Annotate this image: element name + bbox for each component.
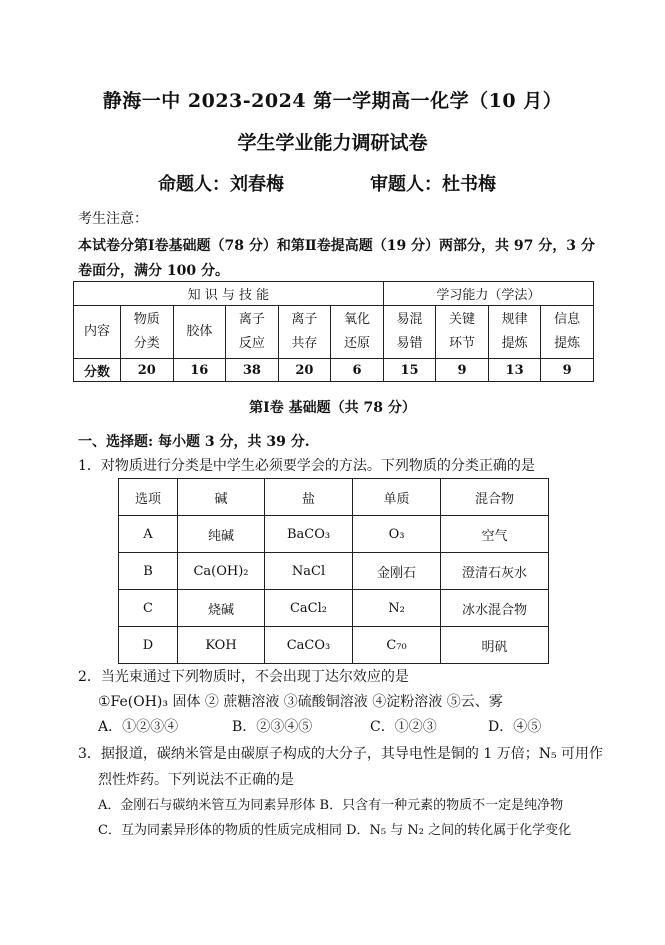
score-cell: 15	[383, 359, 436, 382]
q3-stem-line2: 烈性炸药。下列说法不正确的是	[98, 772, 294, 788]
q2-option-c: C．①②③	[370, 719, 437, 735]
col-head: 离子 反应	[226, 306, 279, 359]
score-cell: 9	[541, 359, 594, 382]
content-label: 内容	[74, 306, 121, 359]
group-ability: 学习能力（学法）	[383, 282, 593, 306]
q2-stem: 2．当光束通过下列物质时，不会出现丁达尔效应的是	[78, 669, 409, 685]
score-cell: 20	[278, 359, 331, 382]
score-cell: 13	[488, 359, 541, 382]
table-cell: B	[119, 553, 178, 590]
score-row	[74, 359, 594, 382]
reviewer-label: 审题人：杜书梅	[370, 174, 496, 195]
table-cell: CaCl₂	[265, 590, 353, 627]
group-knowledge: 知 识 与 技 能	[74, 282, 384, 306]
col-head: 氧化 还原	[331, 306, 384, 359]
score-cell: 9	[436, 359, 489, 382]
score-cell: 6	[331, 359, 384, 382]
table-cell: 明矾	[441, 627, 549, 664]
table-cell: KOH	[178, 627, 265, 664]
col-head: 物质 分类	[121, 306, 174, 359]
section-title: 第Ⅰ卷 基础题（共 78 分）	[249, 400, 416, 416]
exam-title: 静海一中 2023-2024 第一学期高一化学（10 月）	[102, 90, 563, 112]
table-row	[119, 516, 549, 553]
table-header: 选项	[119, 479, 178, 516]
table-cell: A	[119, 516, 178, 553]
table-row	[119, 627, 549, 664]
table-cell: CaCO₃	[265, 627, 353, 664]
q1-options-table	[118, 478, 549, 664]
part-heading: 一、选择题: 每小题 3 分，共 39 分.	[78, 434, 310, 450]
table-cell: 纯碱	[178, 516, 265, 553]
table-cell: C	[119, 590, 178, 627]
content-row	[74, 306, 594, 359]
table-cell: N₂	[353, 590, 441, 627]
table-cell: NaCl	[265, 553, 353, 590]
q3-options-cd: C．互为同素异形体的物质的性质完成相同 D．N₅ 与 N₂ 之间的转化属于化学变化	[98, 823, 572, 838]
exam-subtitle: 学生学业能力调研试卷	[237, 132, 428, 154]
q2-items: ①Fe(OH)₃ 固体 ② 蔗糖溶液 ③硫酸铜溶液 ④淀粉溶液 ⑤云、雾	[98, 694, 503, 710]
col-head: 胶体	[173, 306, 226, 359]
table-cell: 金刚石	[353, 553, 441, 590]
q3-stem-line1: 3．据报道，碳纳米管是由碳原子构成的大分子，其导电性是铜的 1 万倍；N₅ 可用作	[78, 746, 604, 762]
col-head: 信息 提炼	[541, 306, 594, 359]
col-head: 关键 环节	[436, 306, 489, 359]
score-cell: 38	[226, 359, 279, 382]
q1-stem: 1．对物质进行分类是中学生必须要学会的方法。下列物质的分类正确的是	[78, 458, 535, 474]
q3-options-ab: A．金刚石与碳纳米管互为同素异形体 B．只含有一种元素的物质不一定是纯净物	[98, 798, 564, 813]
table-cell: BaCO₃	[265, 516, 353, 553]
col-head: 规律 提炼	[488, 306, 541, 359]
table-cell: C₇₀	[353, 627, 441, 664]
col-head: 离子 共存	[278, 306, 331, 359]
table-header: 混合物	[441, 479, 549, 516]
score-cell: 16	[173, 359, 226, 382]
q2-option-b: B．②③④⑤	[232, 719, 313, 735]
table-header: 盐	[265, 479, 353, 516]
table-cell: 空气	[441, 516, 549, 553]
table-header: 单质	[353, 479, 441, 516]
table-cell: O₃	[353, 516, 441, 553]
table-cell: Ca(OH)₂	[178, 553, 265, 590]
score-label: 分数	[74, 359, 121, 382]
q2-option-d: D．④⑤	[488, 719, 542, 735]
table-row	[119, 590, 549, 627]
q2-option-a: A．①②③④	[98, 719, 179, 735]
authors-line	[158, 170, 496, 196]
table-cell: 澄清石灰水	[441, 553, 549, 590]
table-cell: D	[119, 627, 178, 664]
table-header-row	[119, 479, 549, 516]
notice-heading: 考生注意：	[78, 211, 148, 227]
table-row	[119, 553, 549, 590]
table-cell: 烧碱	[178, 590, 265, 627]
col-head: 易混 易错	[383, 306, 436, 359]
score-cell: 20	[121, 359, 174, 382]
score-distribution-table	[73, 281, 594, 382]
notice-body: 本试卷分第Ⅰ卷基础题（78 分）和第Ⅱ卷提高题（19 分）两部分，共 97 分，3 分卷面分，满分 100 分。	[78, 238, 595, 279]
table-cell: 冰水混合物	[441, 590, 549, 627]
table-header: 碱	[178, 479, 265, 516]
author-label: 命题人：刘春梅	[158, 174, 284, 195]
